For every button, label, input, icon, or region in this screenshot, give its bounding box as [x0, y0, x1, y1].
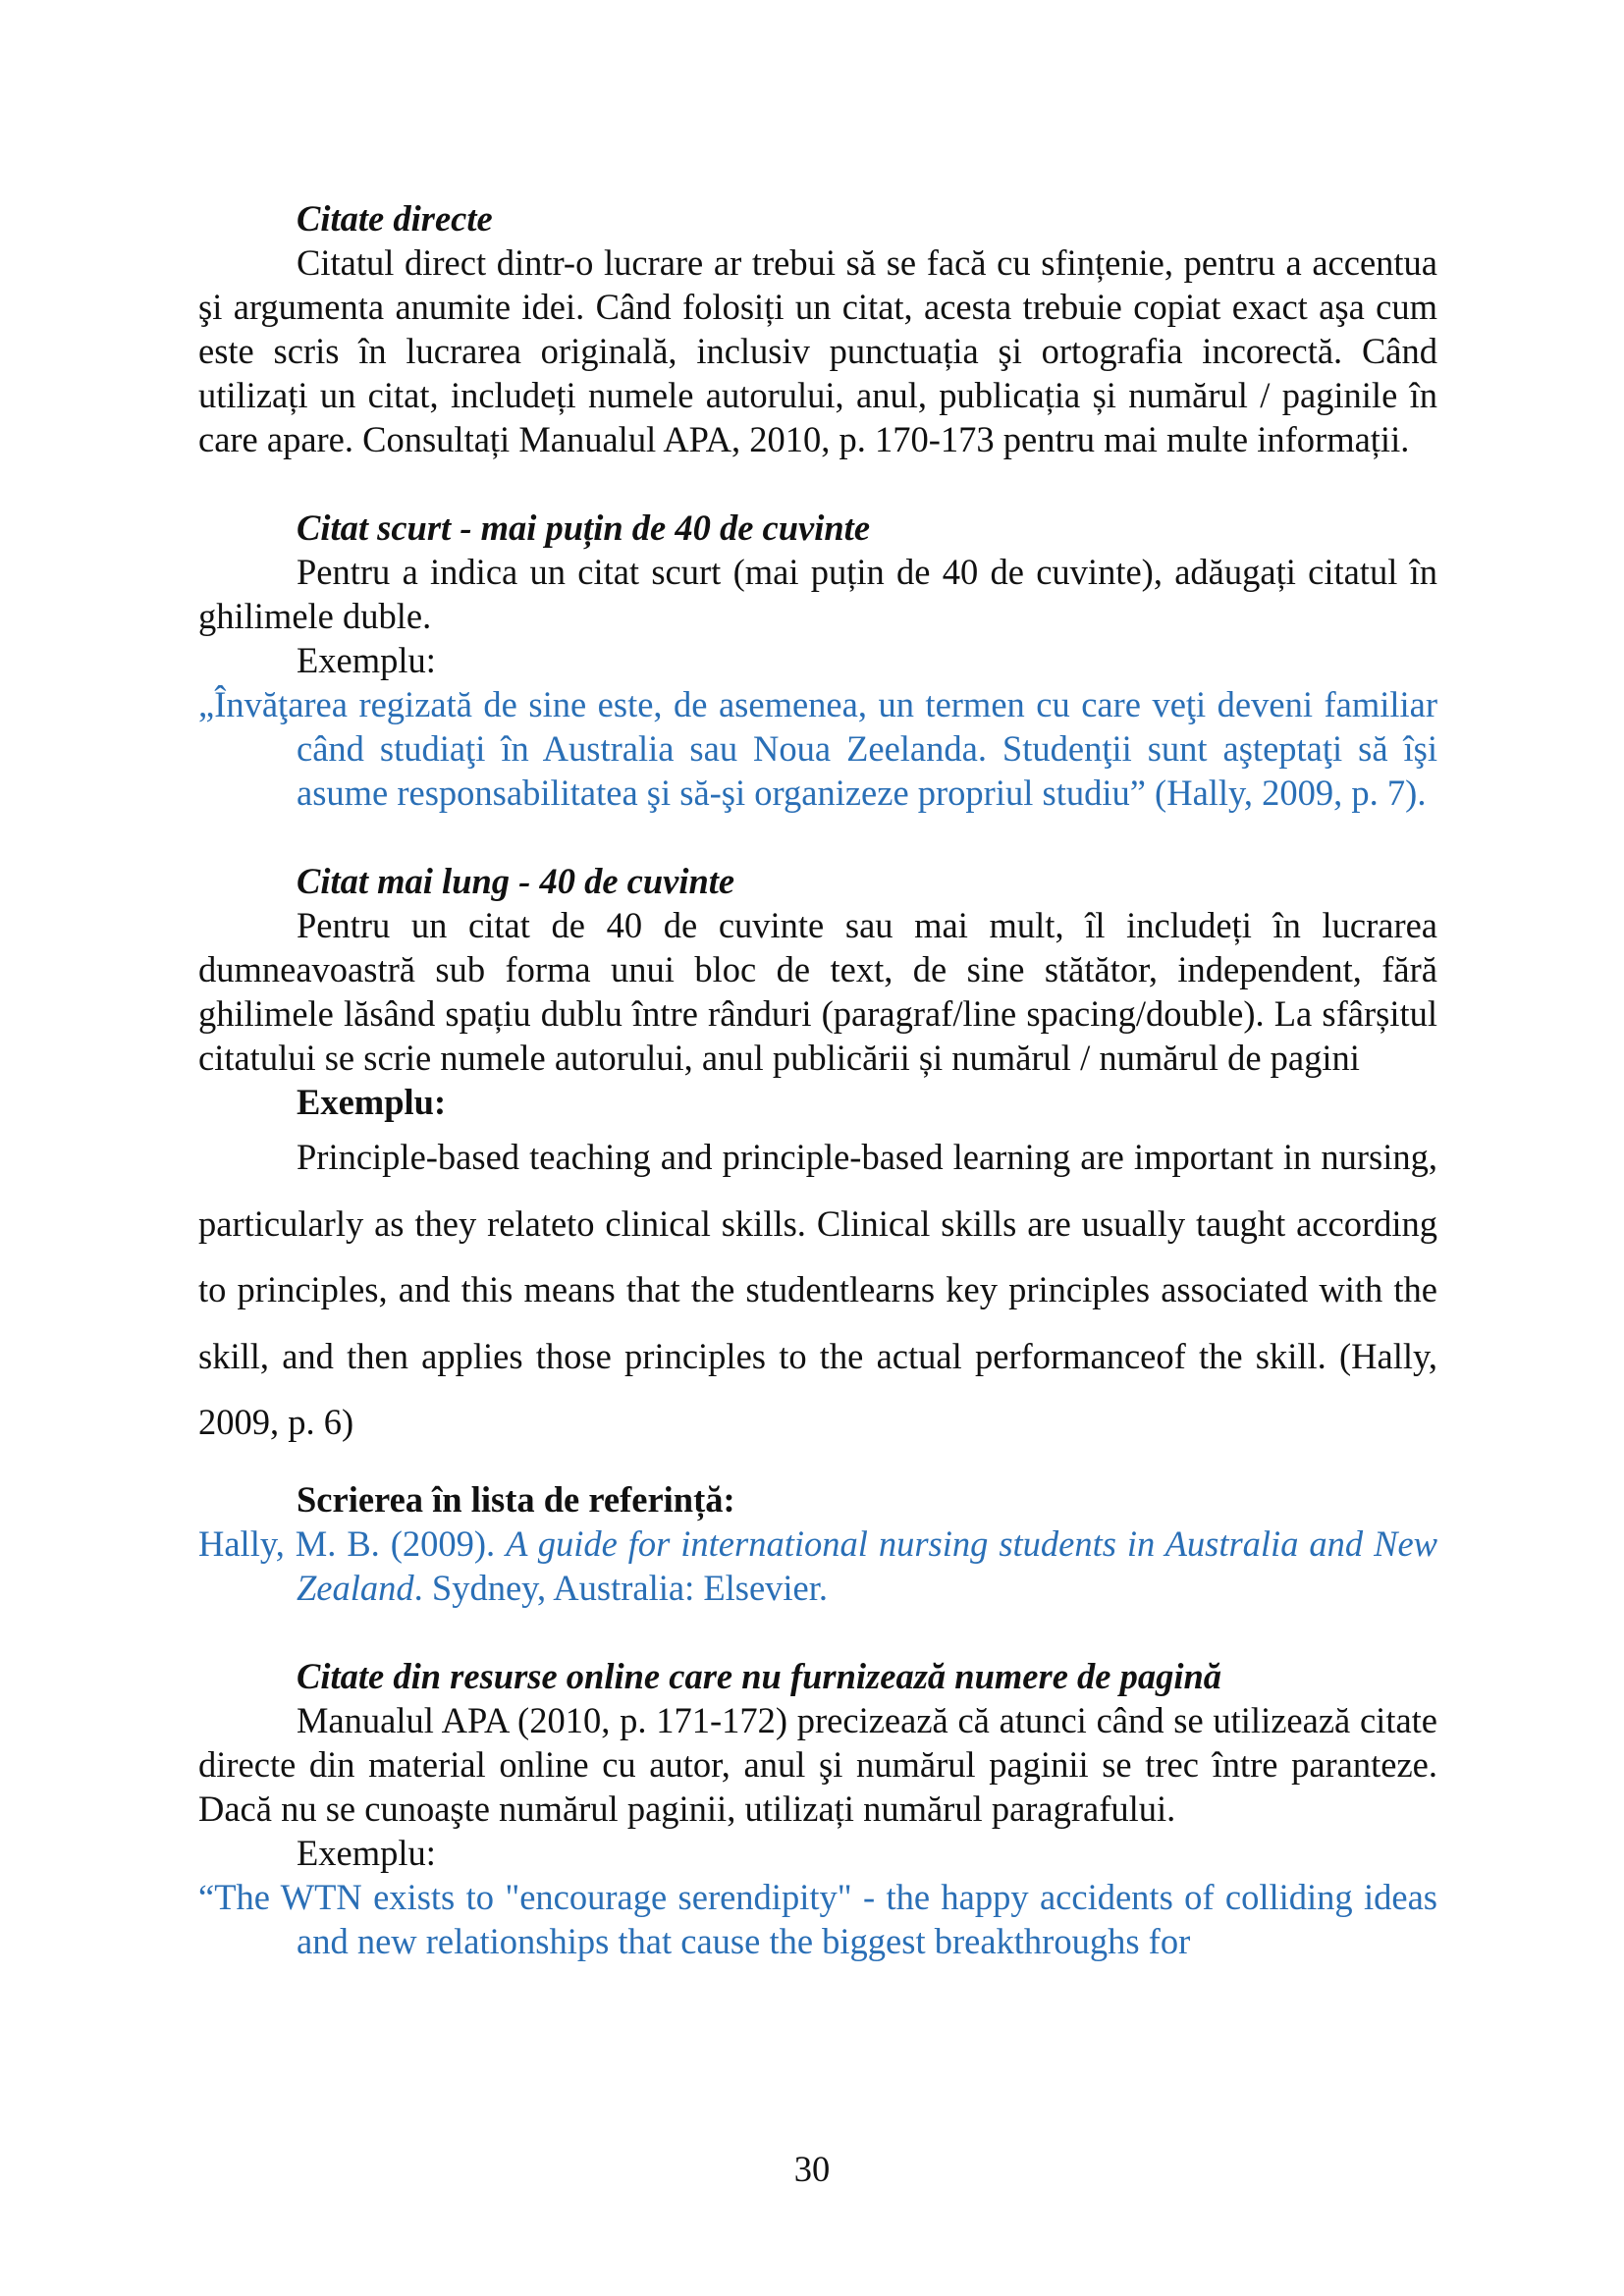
short-quote-example: „Învăţarea regizată de sine este, de asemenea, un termen cu care veţi deveni familiar când studiaţi în Australia sau Noua Zeelanda. Studenţii sunt aşteptaţi să îşi asume responsabilitatea şi să-şi organizeze propriul studiu” (Hally, 2009, p. 7).	[198, 684, 1437, 813]
block-quote-example: Principle-based teaching and principle-based learning are important in nursing, particularly as they relateto clinical skills. Clinical skills are usually taught according to principles, and this means that the studentlearns key principles associated with the skill, and then applies those principles to the actual performanceof the skill. (Hally, 2009, p. 6)	[198, 1137, 1437, 1442]
section-heading-online-quotes: Citate din resurse online care nu furnizează numere de pagină	[297, 1655, 1222, 1696]
paragraph-long-quote: Pentru un citat de 40 de cuvinte sau mai mult, îl includeți în lucrarea dumneavoastră sub forma unui bloc de text, de sine stătător, independent, fără ghilimele lăsând spațiu dublu între rânduri (paragraf/line spacing/double). La sfârșitul citatului se scrie numele autorului, anul publicării și numărul / numărul de pagini	[198, 905, 1437, 1078]
example-label: Exemplu:	[297, 640, 436, 680]
paragraph-direct-quotes: Citatul direct dintr-o lucrare ar trebui să se facă cu sfințenie, pentru a accentua şi argumenta anumite idei. Când folosiți un citat, acesta trebuie copiat exact aşa cum este scris în lucrarea originală, inclusiv punctuația şi ortografia incorectă. Când utilizați un citat, includeți numele autorului, anul, publicația și numărul / paginile în care apare. Consultați Manualul APA, 2010, p. 170-173 pentru mai multe informații.	[198, 242, 1437, 459]
reference-publisher: . Sydney, Australia: Elsevier.	[413, 1567, 829, 1608]
section-heading-direct-quotes: Citate directe	[297, 198, 493, 239]
reference-entry	[198, 1522, 1437, 1610]
spacer	[198, 1456, 1437, 1477]
page-content	[198, 196, 1437, 1963]
section-heading-long-quote: Citat mai lung - 40 de cuvinte	[297, 861, 735, 901]
reference-title: A guide for international nursing students in Australia and New Zealand	[297, 1522, 1437, 1608]
section-heading-short-quote: Citat scurt - mai puțin de 40 de cuvinte	[297, 507, 871, 548]
page-number: 30	[793, 2149, 831, 2189]
paragraph-short-quote: Pentru a indica un citat scurt (mai puțin de 40 de cuvinte), adăugați citatul în ghilimele duble.	[198, 552, 1437, 636]
spacer	[198, 815, 1437, 859]
reference-authors: Hally, M. B. (2009).	[198, 1522, 507, 1564]
spacer	[198, 461, 1437, 506]
paragraph-online-quotes: Manualul APA (2010, p. 171-172) precizează că atunci când se utilizează citate directe din material online cu autor, anul şi numărul paginii se trec între paranteze. Dacă nu se cunoaşte numărul paginii, utilizați numărul paragrafului.	[198, 1699, 1437, 1829]
example-label: Exemplu:	[297, 1832, 436, 1873]
example-label: Exemplu:	[297, 1082, 447, 1122]
section-heading-reference-list: Scrierea în lista de referință:	[297, 1478, 735, 1520]
online-quote-example: “The WTN exists to "encourage serendipity" - the happy accidents of colliding ideas and new relationships that cause the biggest breakthroughs for	[198, 1876, 1437, 1961]
spacer	[198, 1610, 1437, 1654]
